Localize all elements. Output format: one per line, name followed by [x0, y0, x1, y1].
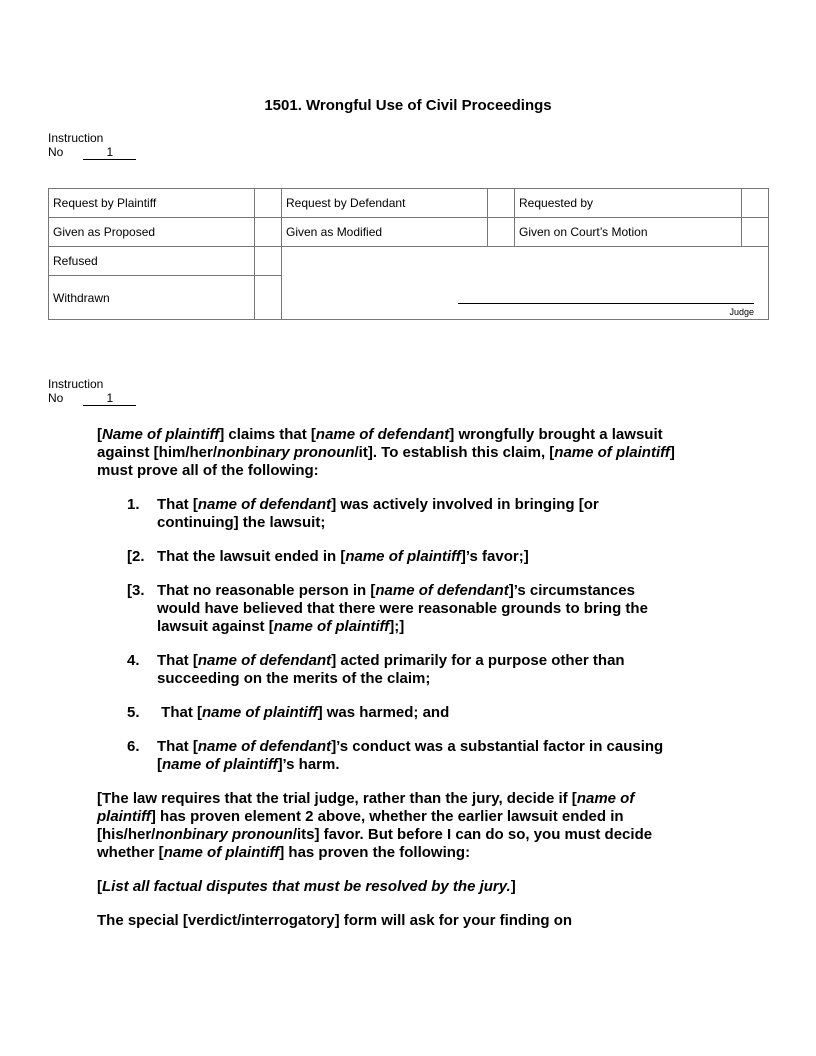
element-item: 5. That [name of plaintiff] was harmed; and: [127, 704, 450, 721]
instruction-label: Instruction: [48, 131, 104, 145]
given-as-modified-label: Given as Modified: [282, 218, 488, 247]
refused-checkbox[interactable]: [255, 247, 282, 276]
page-title: 1501. Wrongful Use of Civil Proceedings: [264, 97, 552, 114]
withdrawn-label: Withdrawn: [49, 276, 255, 320]
withdrawn-checkbox[interactable]: [255, 276, 282, 320]
law-paragraph: [The law requires that the trial judge, rather than the jury, decide if [name of plaintiff] has proven element 2 above, whether the earlier lawsuit ended in [his/her/nonbinary pronoun/its] favor. But before I can do so, you must decide whether [name of plaintiff] has proven the following:: [97, 790, 653, 861]
element-item: 4. That [name of defendant] acted primarily for a purpose other than succeeding on the merits of the claim;: [127, 652, 625, 687]
instruction-no-label: No: [48, 145, 64, 159]
instruction-number-block-2: [48, 377, 136, 406]
instruction-number-block: [48, 131, 136, 160]
element-item: 6. That [name of defendant]’s conduct was a substantial factor in causing [name of plaintiff]’s harm.: [127, 738, 664, 773]
given-on-courts-motion-label: Given on Court’s Motion: [515, 218, 742, 247]
given-as-proposed-checkbox[interactable]: [255, 218, 282, 247]
given-on-courts-motion-checkbox[interactable]: [742, 218, 769, 247]
instruction-label: Instruction: [48, 377, 104, 391]
judge-signature-area: [282, 247, 769, 320]
element-item: [3. That no reasonable person in [name of defendant]’s circumstances would have believed that there were reasonable grounds to bring the lawsuit against [name of plaintiff];]: [127, 582, 648, 635]
special-form-paragraph: The special [verdict/interrogatory] form will ask for your finding on: [97, 912, 573, 929]
instruction-number: 1: [83, 392, 136, 406]
list-disputes-paragraph: [List all factual disputes that must be resolved by the jury.]: [97, 878, 516, 895]
instruction-body: [97, 426, 697, 946]
intro-paragraph: [Name of plaintiff] claims that [name of defendant] wrongfully brought a lawsuit against [him/her/nonbinary pronoun/it]. To establish this claim, [name of plaintiff] must prove all of the following:: [97, 426, 675, 479]
request-by-plaintiff-label: Request by Plaintiff: [49, 189, 255, 218]
request-by-defendant-checkbox[interactable]: [488, 189, 515, 218]
requested-by-label: Requested by: [515, 189, 742, 218]
element-item: [2. That the lawsuit ended in [name of plaintiff]’s favor;]: [127, 548, 529, 565]
judge-signature-line[interactable]: [458, 303, 754, 304]
given-as-proposed-label: Given as Proposed: [49, 218, 255, 247]
instruction-no-label: No: [48, 391, 64, 405]
instruction-number: 1: [83, 146, 136, 160]
judge-label: Judge: [729, 307, 754, 317]
requested-by-checkbox[interactable]: [742, 189, 769, 218]
given-as-modified-checkbox[interactable]: [488, 218, 515, 247]
element-item: 1. That [name of defendant] was actively involved in bringing [or continuing] the lawsuit;: [127, 496, 599, 531]
refused-label: Refused: [49, 247, 255, 276]
request-by-defendant-label: Request by Defendant: [282, 189, 488, 218]
request-by-plaintiff-checkbox[interactable]: [255, 189, 282, 218]
request-table: [48, 188, 769, 320]
